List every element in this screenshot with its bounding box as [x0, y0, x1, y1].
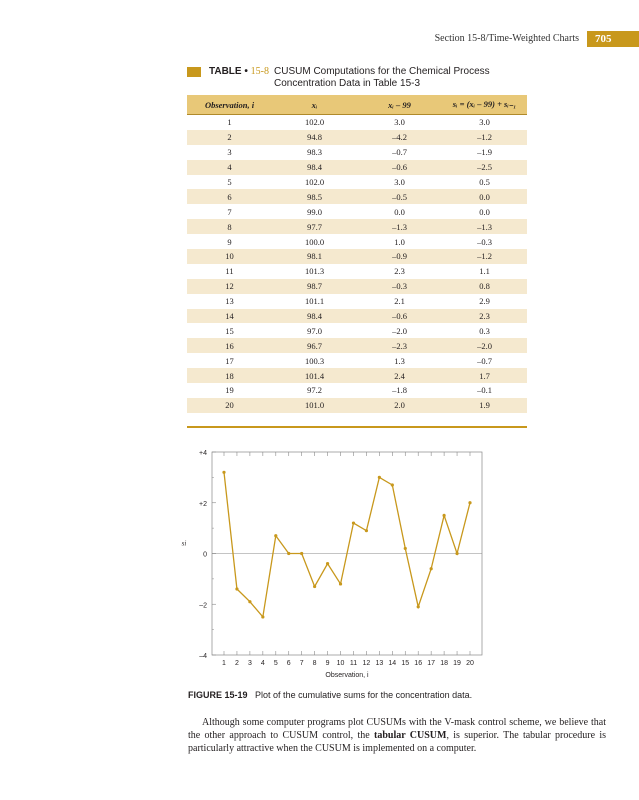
table-cell: –2.0: [357, 323, 442, 338]
table-cell: 9: [187, 234, 272, 249]
table-cell: –2.0: [442, 338, 527, 353]
table-row: [187, 368, 527, 383]
table-cell: 102.0: [272, 115, 357, 130]
data-point: [391, 483, 394, 486]
cusum-table: [187, 95, 527, 413]
table-row: [187, 279, 527, 294]
data-point: [378, 476, 381, 479]
table-number: 15-8: [250, 66, 270, 77]
x-tick-label: 14: [388, 660, 397, 667]
data-point: [404, 547, 407, 550]
series-line: [224, 472, 470, 617]
table-row: [187, 398, 527, 413]
x-tick-label: 13: [375, 660, 384, 667]
table-cell: 3.0: [442, 115, 527, 130]
y-tick-label: +4: [199, 450, 207, 457]
table-cell: 1: [187, 115, 272, 130]
table-header-row: [187, 95, 527, 115]
table-cell: 98.4: [272, 160, 357, 175]
table-cell: 5: [187, 175, 272, 190]
data-point: [365, 529, 368, 532]
figure-caption: [188, 690, 608, 700]
table-row: [187, 249, 527, 264]
data-point: [248, 600, 251, 603]
table-cell: –0.7: [442, 353, 527, 368]
table-cell: 13: [187, 294, 272, 309]
data-point: [443, 514, 446, 517]
table-cell: 96.7: [272, 338, 357, 353]
table-cell: 7: [187, 204, 272, 219]
table-cell: 98.4: [272, 309, 357, 324]
table-label: TABLE • 15-8: [209, 66, 270, 77]
table-cell: 102.0: [272, 175, 357, 190]
x-tick-label: 12: [362, 660, 371, 667]
col-header-s: sᵢ = (xᵢ – 99) + sᵢ₋₁: [442, 95, 527, 115]
table-row: [187, 160, 527, 175]
y-tick-label: +2: [199, 500, 207, 508]
table-cell: 0.0: [442, 189, 527, 204]
data-point: [300, 552, 303, 555]
table-row: [187, 204, 527, 219]
x-tick-label: 20: [466, 660, 474, 667]
table-row: [187, 115, 527, 130]
data-point: [339, 582, 342, 585]
table-title: CUSUM Computations for the Chemical Process Concentration Data in Table 15-3: [274, 66, 490, 89]
table-row: [187, 383, 527, 398]
table-cell: 3.0: [357, 115, 442, 130]
table-cell: –2.5: [442, 160, 527, 175]
table-cell: 20: [187, 398, 272, 413]
table-cell: 98.1: [272, 249, 357, 264]
page-number: 705: [587, 31, 639, 47]
table-cell: 2.3: [442, 309, 527, 324]
table-cell: 18: [187, 368, 272, 383]
body-bold-term: tabular CUSUM: [373, 730, 447, 741]
page-header: [0, 31, 639, 47]
table-cell: –0.6: [357, 309, 442, 324]
table-cell: 101.3: [272, 264, 357, 279]
table-row: [187, 234, 527, 249]
table-cell: 1.7: [442, 368, 527, 383]
x-tick-label: 6: [286, 660, 291, 667]
table-cell: 98.3: [272, 145, 357, 160]
table-cell: –1.3: [357, 219, 442, 234]
table-cell: 101.1: [272, 294, 357, 309]
table-cell: –1.3: [442, 219, 527, 234]
table-cell: –0.9: [357, 249, 442, 264]
table-cell: 2.9: [442, 294, 527, 309]
data-point: [430, 567, 433, 570]
x-tick-label: 8: [312, 660, 317, 667]
table-cell: 2: [187, 130, 272, 145]
table-cell: 19: [187, 383, 272, 398]
x-tick-label: 10: [336, 660, 345, 667]
table-cell: –0.3: [357, 279, 442, 294]
table-row: [187, 353, 527, 368]
table-cell: 3.0: [357, 175, 442, 190]
table-row: [187, 294, 527, 309]
x-tick-label: 16: [414, 660, 423, 667]
table-cell: 2.4: [357, 368, 442, 383]
x-tick-label: 1: [222, 660, 226, 667]
table-row: [187, 309, 527, 324]
y-tick-label: 0: [203, 551, 207, 559]
table-cell: 101.4: [272, 368, 357, 383]
table-row: [187, 264, 527, 279]
data-point: [352, 521, 355, 524]
table-cell: 97.7: [272, 219, 357, 234]
table-cell: –1.8: [357, 383, 442, 398]
table-cell: –1.9: [442, 145, 527, 160]
table-row: [187, 130, 527, 145]
table-cell: 1.0: [357, 234, 442, 249]
data-point: [313, 585, 316, 588]
cusum-chart: [170, 440, 510, 680]
y-axis-label: si: [181, 539, 187, 548]
data-point: [274, 534, 277, 537]
table-row: [187, 219, 527, 234]
table-cell: 4: [187, 160, 272, 175]
table-cell: 1.9: [442, 398, 527, 413]
x-tick-label: 3: [247, 660, 252, 667]
table-cell: 17: [187, 353, 272, 368]
table-cell: –0.6: [357, 160, 442, 175]
table-cell: 14: [187, 309, 272, 324]
data-point: [222, 471, 225, 474]
x-tick-label: 19: [453, 660, 461, 667]
body-paragraph: Although some computer programs plot CUSUMs with the V-mask control scheme, we believe that the other approach to CUSUM control, the tabular CUSUM, is superior. The tabular procedure is particularly attractive when the CUSUM is implemented on a computer.: [188, 717, 606, 754]
table-cell: 0.3: [442, 323, 527, 338]
table-cell: 3: [187, 145, 272, 160]
data-point: [287, 552, 290, 555]
data-point: [235, 587, 238, 590]
y-tick-label: –2: [199, 602, 207, 610]
x-tick-label: 4: [260, 660, 265, 667]
table-row: [187, 175, 527, 190]
col-header-x-minus-99: xᵢ – 99: [357, 95, 442, 115]
table-cell: –0.7: [357, 145, 442, 160]
table-row: [187, 189, 527, 204]
table-cell: –4.2: [357, 130, 442, 145]
table-cell: 2.1: [357, 294, 442, 309]
col-header-observation: Observation, i: [187, 95, 272, 115]
table-cell: –0.1: [442, 383, 527, 398]
table-cell: 0.0: [442, 204, 527, 219]
x-tick-label: 11: [349, 660, 358, 667]
x-axis-label: Observation, i: [325, 672, 369, 679]
x-tick-label: 18: [440, 660, 449, 667]
table-cell: 0.0: [357, 204, 442, 219]
table-cell: 8: [187, 219, 272, 234]
x-tick-label: 15: [401, 660, 410, 667]
table-cell: 101.0: [272, 398, 357, 413]
table-cell: 10: [187, 249, 272, 264]
table-cell: –2.3: [357, 338, 442, 353]
table-cell: 97.0: [272, 323, 357, 338]
table-cell: 94.8: [272, 130, 357, 145]
table-cell: 15: [187, 323, 272, 338]
table-cell: 16: [187, 338, 272, 353]
col-header-x: xᵢ: [272, 95, 357, 115]
table-row: [187, 323, 527, 338]
data-point: [455, 552, 458, 555]
table-cell: 1.3: [357, 353, 442, 368]
x-tick-label: 7: [299, 660, 304, 667]
table-cell: 2.3: [357, 264, 442, 279]
data-point: [261, 615, 264, 618]
table-cell: 6: [187, 189, 272, 204]
figure-label: FIGURE 15-19: [188, 690, 248, 700]
table-cell: 0.8: [442, 279, 527, 294]
data-point: [468, 501, 471, 504]
x-tick-label: 5: [273, 660, 278, 667]
table-cell: 12: [187, 279, 272, 294]
table-cell: 100.3: [272, 353, 357, 368]
table-cell: 11: [187, 264, 272, 279]
table-cell: 98.7: [272, 279, 357, 294]
table-cell: 1.1: [442, 264, 527, 279]
data-point: [417, 605, 420, 608]
table-body: [187, 115, 527, 413]
y-tick-label: –4: [199, 653, 207, 660]
figure-caption-text: Plot of the cumulative sums for the concentration data.: [255, 690, 473, 700]
x-tick-label: 2: [234, 660, 239, 667]
running-title: Section 15-8/Time-Weighted Charts: [434, 33, 579, 44]
x-tick-label: 17: [427, 660, 436, 667]
table-row: [187, 338, 527, 353]
data-point: [326, 562, 329, 565]
table-cell: 99.0: [272, 204, 357, 219]
x-tick-label: 9: [325, 660, 330, 667]
table-cell: 97.2: [272, 383, 357, 398]
table-cell: –0.3: [442, 234, 527, 249]
table-cell: –1.2: [442, 130, 527, 145]
table-cell: 2.0: [357, 398, 442, 413]
table-cell: 100.0: [272, 234, 357, 249]
table-caption-swatch: [187, 67, 201, 77]
table-cell: 98.5: [272, 189, 357, 204]
table-cell: –1.2: [442, 249, 527, 264]
table-row: [187, 145, 527, 160]
table-cell: 0.5: [442, 175, 527, 190]
table-bottom-rule: [187, 426, 527, 428]
table-cell: –0.5: [357, 189, 442, 204]
